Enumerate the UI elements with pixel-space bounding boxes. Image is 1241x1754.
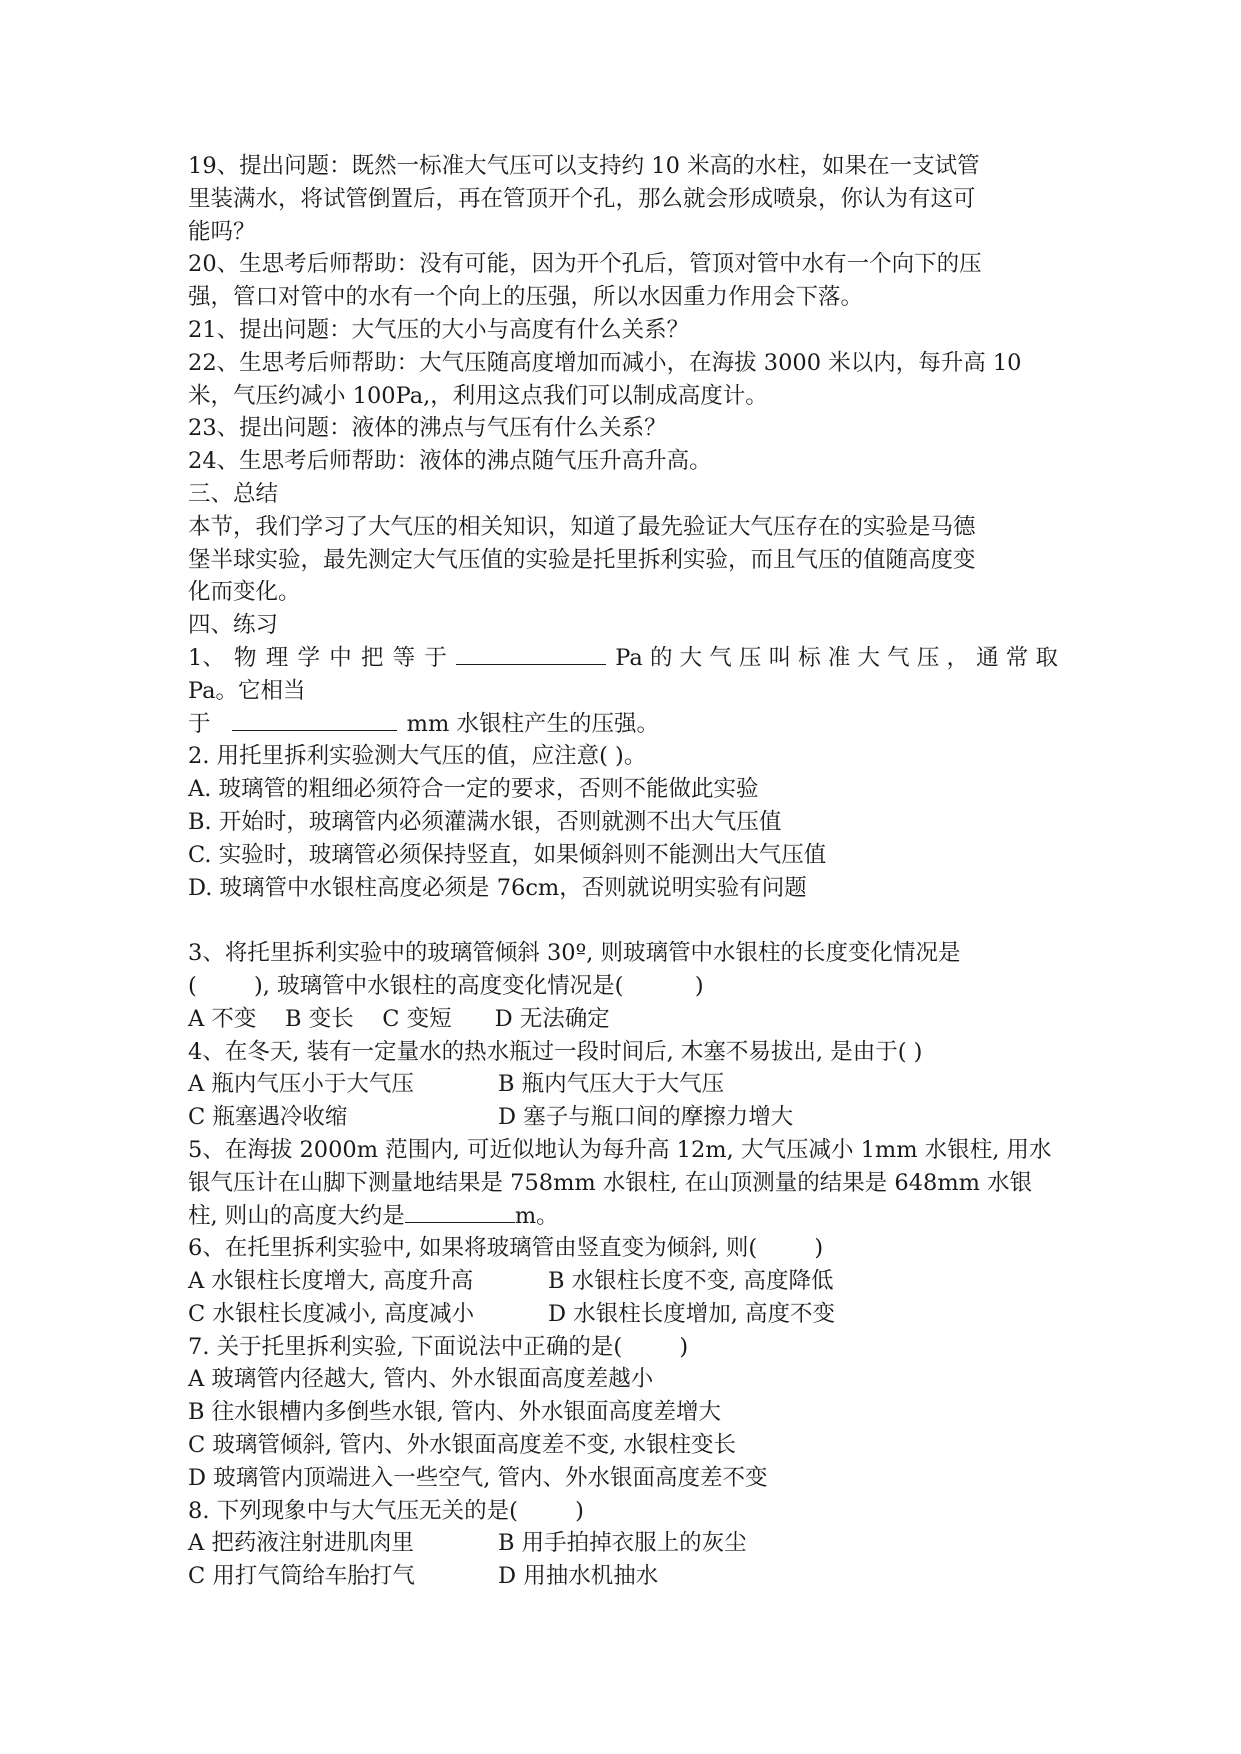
practice-1-char: 等 <box>392 644 416 671</box>
practice-1-line-1 <box>188 642 1058 675</box>
practice-6-options-row-1 <box>188 1265 1058 1298</box>
a22-line-1: 22、生思考后师帮助：大气压随高度增加而减小，在海拔 3000 米以内，每升高 10 <box>188 349 1022 376</box>
practice-2-option-b: B. 开始时，玻璃管内必须灌满水银，否则就测不出大气压值 <box>188 808 782 835</box>
practice-8-options-row-2 <box>188 1560 1058 1593</box>
a22-line-2: 米，气压约减小 100Pa,，利用这点我们可以制成高度计。 <box>188 382 768 409</box>
practice-4-option-d: D 塞子与瓶口间的摩擦力增大 <box>498 1104 794 1131</box>
summary-line-3: 化而变化。 <box>188 579 301 606</box>
practice-2-option-d: D. 玻璃管中水银柱高度必须是 76cm，否则就说明实验有问题 <box>188 874 807 901</box>
practice-1-line-3 <box>188 708 1058 741</box>
practice-1-char: 理 <box>265 644 289 671</box>
q23-line: 23、提出问题：液体的沸点与气压有什么关系？ <box>188 415 667 442</box>
practice-5-line-3 <box>188 1200 1058 1233</box>
practice-6-option-d: D 水银柱长度增加, 高度不变 <box>548 1300 835 1327</box>
practice-8-option-b: B 用手拍掉衣服上的灰尘 <box>498 1530 747 1557</box>
practice-1-char: 中 <box>329 644 352 671</box>
summary-line-1: 本节，我们学习了大气压的相关知识，知道了最先验证大气压存在的实验是马德 <box>188 513 976 540</box>
practice-4-stem: 4、在冬天, 装有一定量水的热水瓶过一段时间后, 木塞不易拔出, 是由于( ) <box>188 1038 923 1065</box>
practice-8-option-c: C 用打气筒给车胎打气 <box>188 1563 415 1590</box>
q21-line: 21、提出问题：大气压的大小与高度有什么关系？ <box>188 316 690 343</box>
practice-3-options: A 不变 B 变长 C 变短 D 无法确定 <box>188 1005 610 1032</box>
practice-1-line-3-pre: 于 <box>188 710 211 737</box>
practice-5-line-2: 银气压计在山脚下测量地结果是 758mm 水银柱, 在山顶测量的结果是 648mm 水银 <box>188 1169 1033 1196</box>
practice-2-stem: 2. 用托里拆利实验测大气压的值，应注意( )。 <box>188 743 647 770</box>
a20-line-2: 强，管口对管中的水有一个向上的压强，所以水因重力作用会下落。 <box>188 284 864 311</box>
practice-3-line-2: ( ), 玻璃管中水银柱的高度变化情况是( ) <box>188 972 704 999</box>
summary-line-2: 堡半球实验，最先测定大气压值的实验是托里拆利实验，而且气压的值随高度变 <box>188 546 976 573</box>
practice-1-char: 物 <box>234 644 257 671</box>
practice-6-options-row-2 <box>188 1298 1058 1331</box>
practice-8-options-row-1 <box>188 1527 1058 1560</box>
practice-5-line-3-pre: 柱, 则山的高度大约是 <box>188 1202 405 1229</box>
practice-8-stem: 8. 下列现象中与大气压无关的是( ) <box>188 1497 584 1524</box>
practice-8-option-d: D 用抽水机抽水 <box>498 1563 659 1590</box>
practice-4-option-b: B 瓶内气压大于大气压 <box>498 1071 725 1098</box>
practice-1-line-3-post: mm 水银柱产生的压强。 <box>406 710 659 737</box>
practice-6-option-a: A 水银柱长度增大, 高度升高 <box>188 1268 474 1295</box>
practice-1-blank-1[interactable] <box>456 642 606 665</box>
practice-5-line-1: 5、在海拔 2000m 范围内, 可近似地认为每升高 12m, 大气压减小 1mm 水银柱, 用水 <box>188 1136 1052 1163</box>
practice-5-blank[interactable] <box>405 1200 515 1223</box>
practice-8-option-a: A 把药液注射进肌肉里 <box>188 1530 414 1557</box>
blank-line <box>188 904 1058 937</box>
practice-6-option-c: C 水银柱长度减小, 高度减小 <box>188 1300 475 1327</box>
a20-line-1: 20、生思考后师帮助：没有可能，因为开个孔后，管顶对管中水有一个向下的压 <box>188 251 982 278</box>
practice-1-char: 把 <box>360 644 384 671</box>
summary-heading: 三、总结 <box>188 480 279 507</box>
practice-heading: 四、练习 <box>188 612 279 639</box>
practice-6-option-b: B 水银柱长度不变, 高度降低 <box>548 1268 834 1295</box>
practice-2-option-a: A. 玻璃管的粗细必须符合一定的要求，否则不能做此实验 <box>188 776 759 803</box>
document-body <box>188 150 1058 1593</box>
practice-7-option-d: D 玻璃管内顶端进入一些空气, 管内、外水银面高度差不变 <box>188 1464 768 1491</box>
q19-line-2: 里装满水，将试管倒置后，再在管顶开个孔，那么就会形成喷泉，你认为有这可 <box>188 185 976 212</box>
practice-1-line-2: Pa。它相当 <box>188 677 306 704</box>
practice-4-options-row-1 <box>188 1068 1058 1101</box>
q19-line-1: 19、提出问题：既然一标准大气压可以支持约 10 米高的水柱，如果在一支试管 <box>188 153 980 179</box>
practice-4-option-a: A 瓶内气压小于大气压 <box>188 1071 414 1098</box>
q19-line-3: 能吗？ <box>188 218 256 245</box>
practice-4-option-c: C 瓶塞遇冷收缩 <box>188 1104 348 1131</box>
practice-5-line-3-post: m。 <box>514 1202 559 1229</box>
practice-7-option-c: C 玻璃管倾斜, 管内、外水银面高度差不变, 水银柱变长 <box>188 1432 736 1459</box>
practice-1-char: 学 <box>297 644 320 671</box>
practice-1-text-after: Pa 的 大 气 压 叫 标 准 大 气 压 ， 通 常 取 <box>615 644 1058 671</box>
practice-3-line-1: 3、将托里拆利实验中的玻璃管倾斜 30º, 则玻璃管中水银柱的长度变化情况是 <box>188 940 961 967</box>
practice-2-option-c: C. 实验时，玻璃管必须保持竖直，如果倾斜则不能测出大气压值 <box>188 841 827 868</box>
practice-7-option-a: A 玻璃管内径越大, 管内、外水银面高度差越小 <box>188 1366 654 1393</box>
practice-7-stem: 7. 关于托里拆利实验, 下面说法中正确的是( ) <box>188 1333 689 1360</box>
a24-line: 24、生思考后师帮助：液体的沸点随气压升高升高。 <box>188 448 712 475</box>
practice-7-option-b: B 往水银槽内多倒些水银, 管内、外水银面高度差增大 <box>188 1399 721 1426</box>
practice-1-blank-2[interactable] <box>232 708 397 731</box>
practice-6-stem: 6、在托里拆利实验中, 如果将玻璃管由竖直变为倾斜, 则( ) <box>188 1235 824 1262</box>
practice-1-char: 于 <box>424 644 447 671</box>
practice-4-options-row-2 <box>188 1101 1058 1134</box>
practice-1-number: 1、 <box>188 644 225 671</box>
